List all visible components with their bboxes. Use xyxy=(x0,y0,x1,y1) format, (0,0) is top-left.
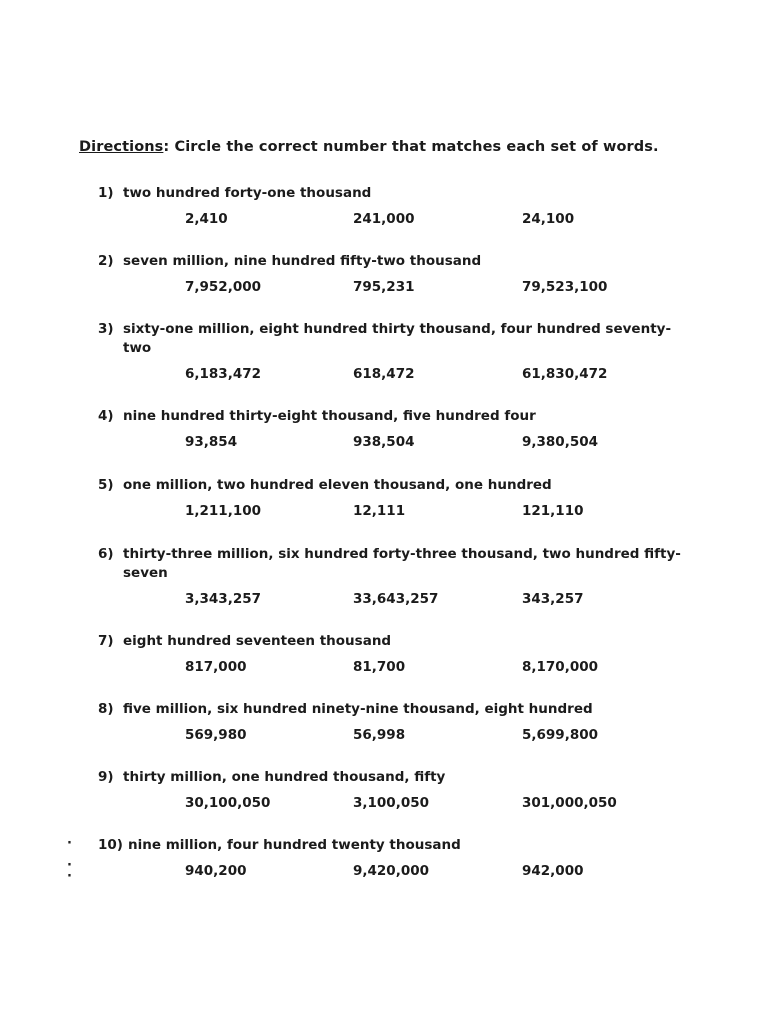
answer-choice[interactable]: 569,980 xyxy=(185,727,247,743)
question-number: 9) xyxy=(98,769,114,785)
answer-choice[interactable]: 301,000,050 xyxy=(522,795,617,811)
question-number: 5) xyxy=(98,477,114,493)
question xyxy=(98,768,698,787)
answer-choices xyxy=(98,795,698,815)
answer-choice[interactable]: 6,183,472 xyxy=(185,366,262,382)
answer-choice[interactable]: 24,100 xyxy=(522,211,575,227)
answer-choice[interactable]: 940,200 xyxy=(185,863,247,879)
question-text: seven million, nine hundred fifty-two thousand xyxy=(123,253,482,269)
problem-5 xyxy=(98,476,698,523)
problem-1 xyxy=(98,184,698,231)
question xyxy=(98,407,698,426)
answer-choice[interactable]: 2,410 xyxy=(185,211,228,227)
problem-2 xyxy=(98,252,698,299)
question xyxy=(98,184,698,203)
answer-choice[interactable]: 7,952,000 xyxy=(185,279,262,295)
answer-choice[interactable]: 8,170,000 xyxy=(522,659,599,675)
question-number: 2) xyxy=(98,253,114,269)
answer-choice[interactable]: 56,998 xyxy=(353,727,406,743)
question-text: nine million, four hundred twenty thousand xyxy=(128,837,461,853)
directions-text: : Circle the correct number that matches each set of words. xyxy=(163,139,659,155)
answer-choice[interactable]: 93,854 xyxy=(185,434,238,450)
answer-choice[interactable]: 5,699,800 xyxy=(522,727,599,743)
answer-choice[interactable]: 942,000 xyxy=(522,863,584,879)
answer-choices xyxy=(98,279,698,299)
margin-dots-decoration: · · · xyxy=(67,836,72,884)
answer-choice[interactable]: 79,523,100 xyxy=(522,279,608,295)
question-text: sixty-one million, eight hundred thirty thousand, four hundred seventy-two xyxy=(123,321,672,356)
problem-9 xyxy=(98,768,698,815)
question-number: 3) xyxy=(98,321,114,337)
question-number: 7) xyxy=(98,633,114,649)
question xyxy=(98,320,698,358)
question-text: one million, two hundred eleven thousand, one hundred xyxy=(123,477,552,493)
answer-choice[interactable]: 81,700 xyxy=(353,659,406,675)
question-text: nine hundred thirty-eight thousand, five hundred four xyxy=(123,408,536,424)
answer-choice[interactable]: 3,100,050 xyxy=(353,795,430,811)
problem-10 xyxy=(98,836,698,883)
question xyxy=(98,252,698,271)
question-number: 4) xyxy=(98,408,114,424)
question-text: five million, six hundred ninety-nine thousand, eight hundred xyxy=(123,701,593,717)
question xyxy=(98,476,698,495)
answer-choices xyxy=(98,503,698,523)
question xyxy=(98,700,698,719)
directions xyxy=(79,139,659,155)
answer-choice[interactable]: 618,472 xyxy=(353,366,415,382)
question-text: thirty million, one hundred thousand, fifty xyxy=(123,769,446,785)
answer-choices xyxy=(98,863,698,883)
answer-choice[interactable]: 795,231 xyxy=(353,279,415,295)
answer-choice[interactable]: 3,343,257 xyxy=(185,591,262,607)
answer-choices xyxy=(98,659,698,679)
problem-3 xyxy=(98,320,698,386)
question-text: two hundred forty-one thousand xyxy=(123,185,372,201)
answer-choice[interactable]: 343,257 xyxy=(522,591,584,607)
problem-4 xyxy=(98,407,698,454)
question-number: 8) xyxy=(98,701,114,717)
problem-6 xyxy=(98,545,698,611)
answer-choice[interactable]: 9,380,504 xyxy=(522,434,599,450)
answer-choices xyxy=(98,434,698,454)
question-text: eight hundred seventeen thousand xyxy=(123,633,392,649)
question xyxy=(98,836,698,855)
question-text: thirty-three million, six hundred forty-three thousand, two hundred fifty-seven xyxy=(123,546,681,581)
answer-choice[interactable]: 938,504 xyxy=(353,434,415,450)
question-number: 10) xyxy=(98,837,123,853)
question xyxy=(98,545,698,583)
answer-choice[interactable]: 9,420,000 xyxy=(353,863,430,879)
question-number: 6) xyxy=(98,546,114,562)
answer-choice[interactable]: 241,000 xyxy=(353,211,415,227)
answer-choices xyxy=(98,211,698,231)
answer-choices xyxy=(98,727,698,747)
problem-7 xyxy=(98,632,698,679)
answer-choice[interactable]: 61,830,472 xyxy=(522,366,608,382)
answer-choice[interactable]: 1,211,100 xyxy=(185,503,262,519)
answer-choices xyxy=(98,366,698,386)
problem-8 xyxy=(98,700,698,747)
answer-choice[interactable]: 121,110 xyxy=(522,503,584,519)
answer-choice[interactable]: 33,643,257 xyxy=(353,591,439,607)
question xyxy=(98,632,698,651)
answer-choice[interactable]: 12,111 xyxy=(353,503,406,519)
answer-choices xyxy=(98,591,698,611)
answer-choice[interactable]: 30,100,050 xyxy=(185,795,271,811)
answer-choice[interactable]: 817,000 xyxy=(185,659,247,675)
directions-label: Directions xyxy=(79,139,164,155)
question-number: 1) xyxy=(98,185,114,201)
